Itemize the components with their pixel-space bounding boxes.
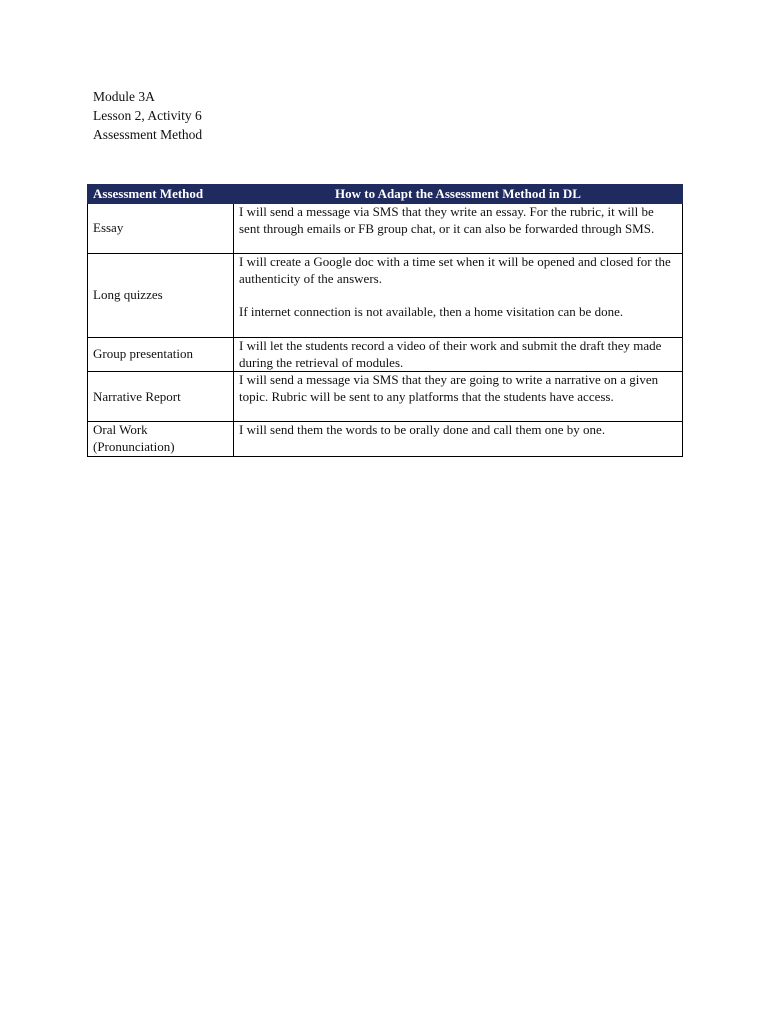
description-text: I will send a message via SMS that they are going to write a narrative on a given topic. Rubric will be sent to any platforms that the students have access. [239, 372, 659, 405]
description-cell [234, 204, 683, 254]
table-row [88, 204, 683, 254]
method-cell: Oral Work (Pronunciation) [88, 422, 234, 456]
description-cell [234, 372, 683, 422]
method-cell: Group presentation [88, 338, 234, 372]
section-title: Assessment Method [93, 127, 203, 142]
description-text: I will send a message via SMS that they write an essay. For the rubric, it will be sent through emails or FB group chat, or it can also be forwarded through SMS. [239, 204, 655, 236]
document-header [93, 87, 202, 144]
description-cell [234, 338, 683, 372]
description-text: I will create a Google doc with a time set when it will be opened and closed for the authenticity of the answers. [239, 254, 671, 286]
column-header-method: Assessment Method [88, 185, 234, 204]
description-cell [234, 254, 683, 338]
table-row [88, 422, 683, 456]
assessment-table [87, 184, 683, 457]
module-title: Module 3A [93, 89, 155, 104]
lesson-activity: Lesson 2, Activity 6 [93, 108, 202, 123]
table-row [88, 254, 683, 338]
description-text: I will let the students record a video of their work and submit the draft they made during the retrieval of modules. [239, 338, 662, 370]
table-row [88, 338, 683, 372]
description-cell [234, 422, 683, 456]
description-text: I will send them the words to be orally done and call them one by one. [239, 422, 606, 438]
table-header-row [88, 185, 683, 204]
column-header-adaptation: How to Adapt the Assessment Method in DL [234, 185, 683, 204]
method-cell: Long quizzes [88, 254, 234, 338]
description-text: If internet connection is not available, then a home visitation can be done. [239, 304, 624, 320]
table-row [88, 372, 683, 422]
method-cell: Narrative Report [88, 372, 234, 422]
method-cell: Essay [88, 204, 234, 254]
